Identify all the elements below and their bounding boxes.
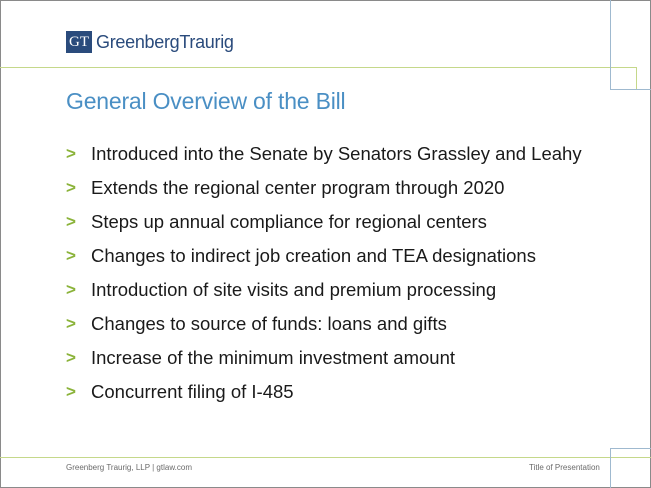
bullet-arrow-icon: > (66, 382, 76, 401)
bullet-item (66, 211, 596, 233)
bullet-text: Concurrent filing of I-485 (91, 381, 294, 402)
bullet-arrow-icon: > (66, 246, 76, 265)
bullet-list (66, 143, 596, 415)
bullet-item (66, 347, 596, 369)
company-logo (66, 31, 234, 53)
footer-divider (0, 457, 651, 458)
bullet-text: Introduced into the Senate by Senators Grassley and Leahy (91, 143, 582, 164)
decorative-bottom-vertical-rule (610, 448, 611, 488)
decorative-horizontal-rule (610, 89, 651, 90)
decorative-bottom-horizontal-rule (610, 448, 651, 449)
logo-mark: GT (66, 31, 92, 53)
bullet-item (66, 279, 596, 301)
bullet-text: Introduction of site visits and premium processing (91, 279, 497, 300)
bullet-text: Changes to indirect job creation and TEA designations (91, 245, 536, 266)
bullet-arrow-icon: > (66, 144, 76, 163)
bullet-arrow-icon: > (66, 314, 76, 333)
decorative-vertical-rule-short (636, 67, 637, 89)
bullet-item (66, 245, 596, 267)
bullet-arrow-icon: > (66, 280, 76, 299)
logo-name: GreenbergTraurig (96, 31, 234, 52)
bullet-item (66, 381, 596, 403)
bullet-text: Steps up annual compliance for regional centers (91, 211, 487, 232)
decorative-vertical-rule (610, 0, 611, 90)
bullet-item (66, 313, 596, 335)
bullet-text: Extends the regional center program through 2020 (91, 177, 505, 198)
slide-title: General Overview of the Bill (66, 88, 346, 114)
bullet-item (66, 143, 596, 165)
bullet-arrow-icon: > (66, 212, 76, 231)
header-divider (0, 67, 636, 68)
footer-company: Greenberg Traurig, LLP | gtlaw.com (66, 463, 192, 472)
bullet-text: Increase of the minimum investment amount (91, 347, 455, 368)
footer-presentation-title: Title of Presentation (529, 463, 600, 472)
bullet-arrow-icon: > (66, 348, 76, 367)
bullet-item (66, 177, 596, 199)
bullet-text: Changes to source of funds: loans and gifts (91, 313, 447, 334)
bullet-arrow-icon: > (66, 178, 76, 197)
